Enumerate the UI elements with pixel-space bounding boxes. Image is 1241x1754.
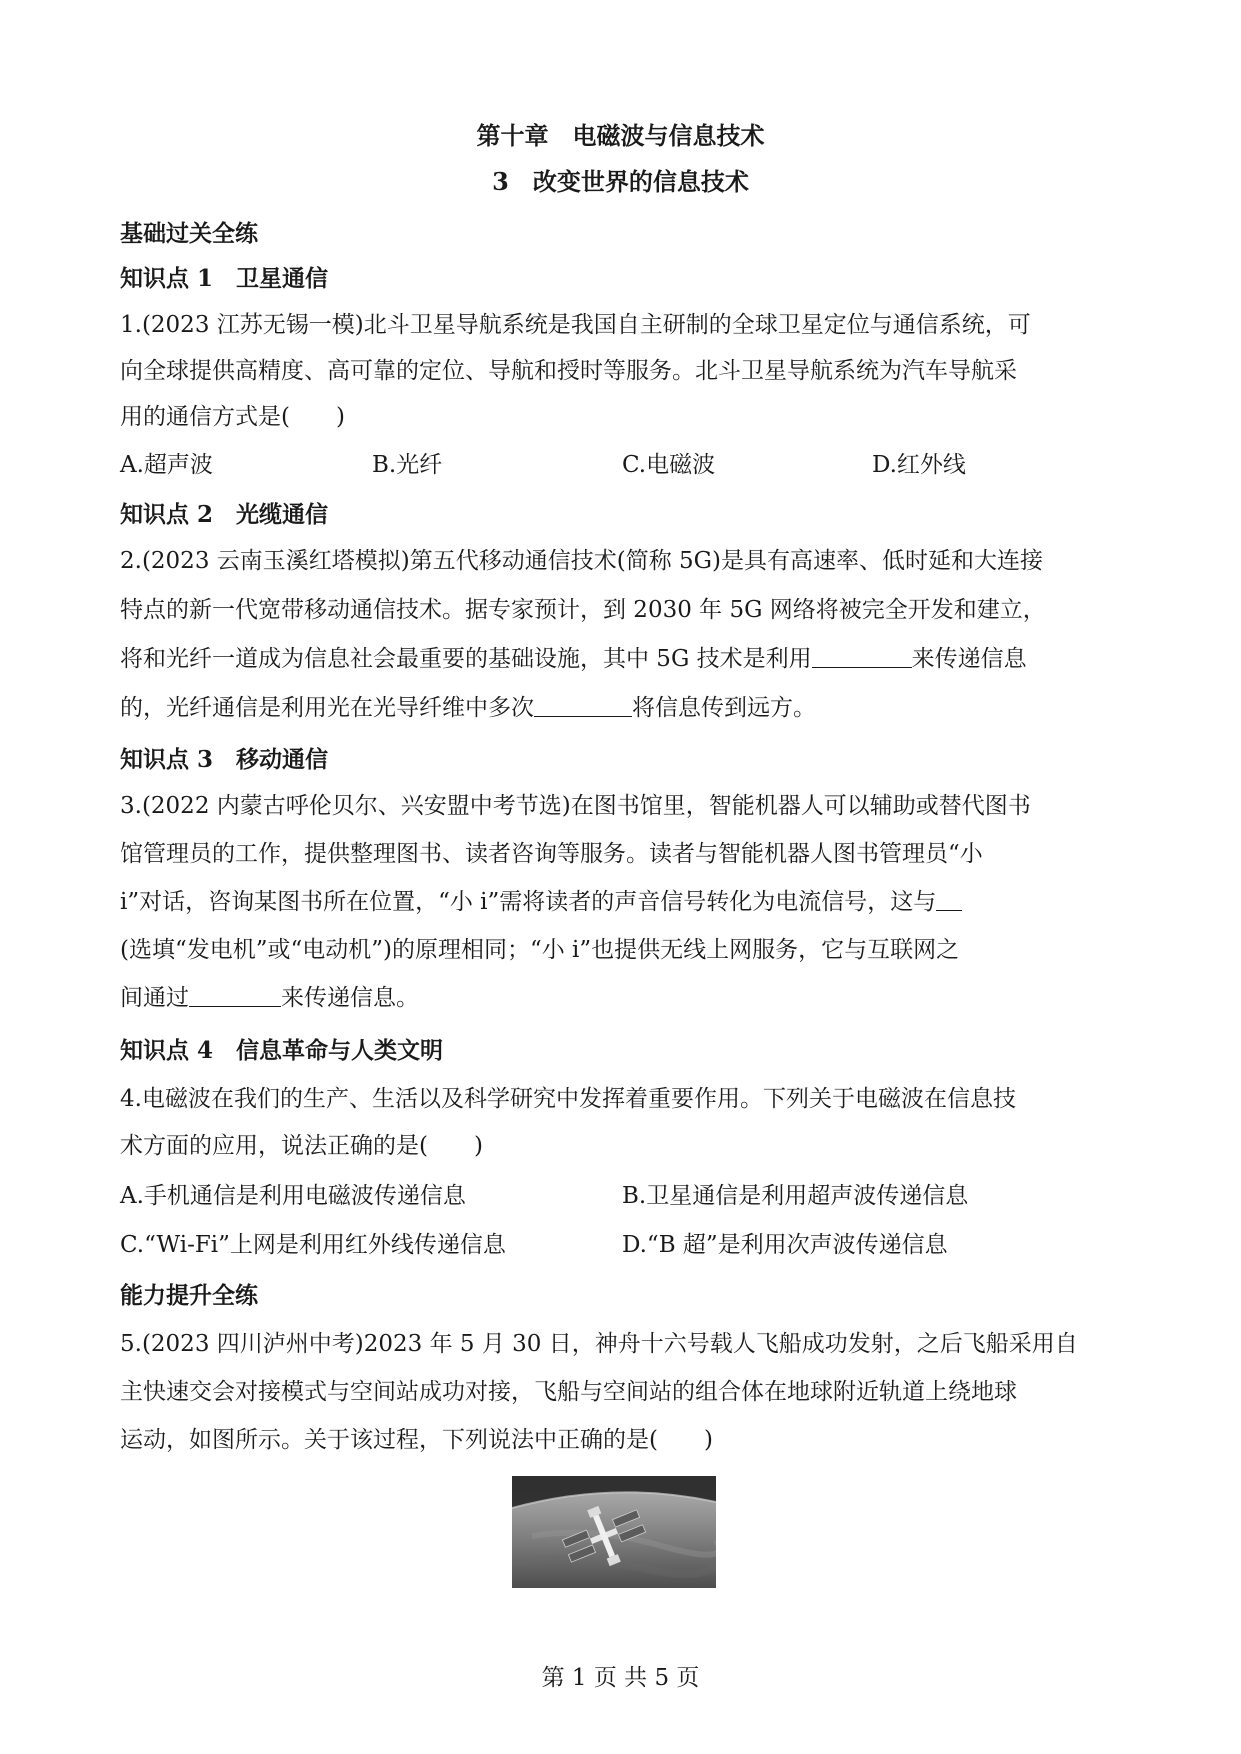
option-a: A.超声波 [120, 452, 213, 478]
answer-blank[interactable] [534, 692, 632, 717]
knowledge-point-2: 知识点 2 光缆通信 [120, 501, 329, 528]
knowledge-point-3: 知识点 3 移动通信 [120, 746, 329, 773]
question-line: 特点的新一代宽带移动通信技术。据专家预计，到 2030 年 5G 网络将被完全开发和建立， [120, 597, 1046, 623]
question-line: 主快速交会对接模式与空间站成功对接，飞船与空间站的组合体在地球附近轨道上绕地球 [120, 1379, 1017, 1405]
option-c: C.电磁波 [622, 452, 716, 478]
question-line: 4.电磁波在我们的生产、生活以及科学研究中发挥着重要作用。下列关于电磁波在信息技 [120, 1086, 1016, 1112]
option-b: B.光纤 [372, 452, 443, 478]
lesson-title: 3 改变世界的信息技术 [492, 167, 749, 196]
question-line: 1.(2023 江苏无锡一模)北斗卫星导航系统是我国自主研制的全球卫星定位与通信系统，可 [120, 312, 1031, 338]
question-line [120, 692, 816, 724]
option-c: C.“Wi-Fi”上网是利用红外线传递信息 [120, 1232, 506, 1258]
question-line: 运动，如图所示。关于该过程，下列说法中正确的是( ) [120, 1427, 713, 1453]
space-station-image [512, 1476, 716, 1588]
question-text: i”对话，咨询某图书所在位置，“小 i”需将读者的声音信号转化为电流信号，这与 [120, 889, 937, 915]
question-line: 5.(2023 四川泸州中考)2023 年 5 月 30 日，神舟十六号载人飞船成功发射，之后飞船采用自 [120, 1331, 1078, 1357]
section-heading-advanced: 能力提升全练 [120, 1282, 258, 1309]
question-line: 用的通信方式是( ) [120, 404, 345, 430]
question-line: 术方面的应用，说法正确的是( ) [120, 1133, 483, 1159]
question-text: 的，光纤通信是利用光在光导纤维中多次 [120, 695, 534, 721]
question-line [120, 886, 962, 918]
question-line: 2.(2023 云南玉溪红塔模拟)第五代移动通信技术(简称 5G)是具有高速率、低时延和大连接 [120, 548, 1043, 574]
option-b: B.卫星通信是利用超声波传递信息 [622, 1183, 969, 1209]
question-text: 间通过 [120, 985, 189, 1011]
question-text: 将和光纤一道成为信息社会最重要的基础设施，其中 5G 技术是利用 [120, 646, 812, 672]
answer-blank[interactable] [936, 886, 962, 911]
answer-blank[interactable] [189, 982, 281, 1007]
chapter-title: 第十章 电磁波与信息技术 [476, 121, 765, 150]
knowledge-point-1: 知识点 1 卫星通信 [120, 265, 329, 292]
section-heading-basic: 基础过关全练 [120, 220, 258, 247]
knowledge-point-4: 知识点 4 信息革命与人类文明 [120, 1037, 444, 1064]
question-line: 3.(2022 内蒙古呼伦贝尔、兴安盟中考节选)在图书馆里，智能机器人可以辅助或替代图书 [120, 793, 1031, 819]
question-text: 来传递信息。 [281, 985, 419, 1011]
question-line: (选填“发电机”或“电动机”)的原理相同；“小 i”也提供无线上网服务，它与互联网之 [120, 937, 960, 963]
question-line [120, 982, 419, 1014]
question-text: 将信息传到远方。 [632, 695, 816, 721]
answer-blank[interactable] [812, 643, 912, 668]
option-d: D.红外线 [872, 452, 966, 478]
question-line: 馆管理员的工作，提供整理图书、读者咨询等服务。读者与智能机器人图书管理员“小 [120, 841, 983, 867]
question-line: 向全球提供高精度、高可靠的定位、导航和授时等服务。北斗卫星导航系统为汽车导航采 [120, 358, 1017, 384]
question-line [120, 643, 1027, 675]
option-d: D.“B 超”是利用次声波传递信息 [622, 1232, 948, 1258]
option-a: A.手机通信是利用电磁波传递信息 [120, 1183, 466, 1209]
page-number: 第 1 页 共 5 页 [541, 1665, 700, 1691]
question-text: 来传递信息 [911, 646, 1027, 672]
